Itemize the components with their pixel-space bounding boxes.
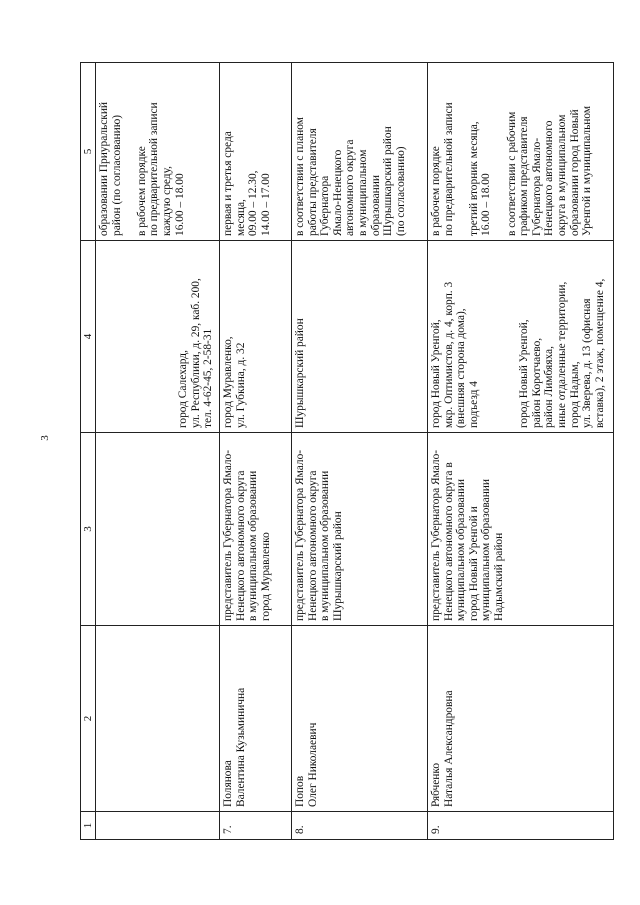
schedule-line: каждую среду, — [160, 166, 173, 236]
schedule-line: автономного округа — [344, 139, 357, 236]
schedule-line: в рабочем порядке — [135, 146, 148, 236]
position-line: город Новый Уренгой и — [467, 506, 480, 621]
position-cell — [220, 433, 292, 626]
address-cell — [292, 241, 428, 433]
address-line: ул. Зверева, д. 13 (офисная — [581, 298, 594, 428]
schedule-line: месяца, — [234, 199, 247, 236]
header-col-3: 3 — [81, 433, 96, 626]
position-line: в муниципальном образовании — [247, 470, 260, 621]
address-line: тел. 4-62-45, 2-58-31 — [202, 328, 215, 428]
position-line: представитель Губернатора Ямало- — [294, 449, 306, 621]
address-line: район Коротчаево, — [530, 337, 543, 428]
schedule-line: работы представителя — [306, 128, 319, 236]
schedule-line: Уренгой и муниципальном — [581, 105, 594, 236]
schedule-line: район (по согласованию) — [110, 114, 123, 236]
rotated-table-wrapper — [80, 63, 606, 840]
blank-line — [506, 245, 519, 428]
given-names: Олег Николаевич — [306, 722, 319, 807]
position-line: Ненецкого автономного округа в — [442, 462, 455, 621]
schedule-line: по предварительной записи — [442, 102, 455, 236]
address-line: город Надым, — [568, 361, 581, 428]
header-col-1: 1 — [81, 812, 96, 840]
schedule-line: в соответствии с рабочим — [505, 111, 518, 236]
blank-line — [480, 245, 493, 428]
address-line: мкр. Оптимистов, д. 4, корп. 3 — [442, 281, 455, 428]
address-cell — [220, 241, 292, 433]
schedule-line: Ямало-Ненецкого — [331, 149, 344, 236]
schedule-cell — [428, 63, 614, 241]
address-line: город Новый Уренгой, — [518, 319, 531, 428]
given-names: Валентина Кузьминична — [234, 687, 247, 807]
schedule-line: по предварительной записи — [148, 102, 161, 236]
blank-line — [123, 67, 136, 236]
schedule-line: 09.00 – 12.30, — [247, 170, 260, 236]
schedule-line: графиком представителя — [518, 116, 531, 236]
position-line: представитель Губернатора Ямало- — [222, 449, 234, 621]
continuation-number-cell — [96, 812, 220, 840]
position-line: представитель Губернатора Ямало- — [430, 449, 442, 621]
blank-line — [493, 67, 506, 236]
page-number: 3 — [39, 435, 51, 441]
schedule-line: Губернатора Ямало- — [530, 137, 543, 236]
given-names: Наталья Александровна — [442, 690, 455, 807]
schedule-line: в соответствии с планом — [294, 117, 306, 236]
schedule-line: (по согласованию) — [394, 146, 407, 236]
schedule-line: Ненецкого автономного — [543, 120, 556, 236]
address-line: город Новый Уренгой, — [430, 319, 442, 428]
schedule-line: Шурышкарский район — [382, 126, 395, 236]
position-line: Шурышкарский район — [331, 511, 344, 621]
schedule-cell — [220, 63, 292, 241]
address-line: Шурышкарский район — [294, 318, 306, 428]
position-line: Ненецкого автономного округа — [234, 470, 247, 621]
row-number: 7. — [220, 812, 292, 840]
position-line: город Муравленко — [259, 532, 272, 621]
address-line: город Салехард, — [177, 350, 190, 428]
schedule-line: 14.00 – 17.00 — [259, 173, 272, 236]
officials-table — [80, 62, 614, 840]
position-cell — [292, 433, 428, 626]
schedule-line: образовании Приуральский — [98, 101, 110, 236]
position-line: в муниципальном образовании — [319, 470, 332, 621]
surname: Рябченко — [430, 762, 442, 807]
address-line: город Муравленко, — [222, 336, 234, 428]
schedule-line: образовании — [369, 175, 382, 236]
position-line: муниципальном образовании — [480, 479, 493, 621]
schedule-line: в муниципальном — [356, 149, 369, 236]
schedule-line: 16.00 – 18.00 — [173, 173, 186, 236]
address-line: район Лимбяяха, — [543, 346, 556, 428]
official-name-cell — [428, 626, 614, 812]
schedule-line: Губернатора — [319, 175, 332, 236]
blank-line — [493, 245, 506, 428]
address-line: (внешняя сторона дома), — [455, 308, 468, 428]
position-line: Надымский район — [492, 532, 505, 621]
position-cell — [428, 433, 614, 626]
header-row — [81, 63, 96, 840]
schedule-line: образовании город Новый — [568, 109, 581, 236]
schedule-line: в рабочем порядке — [430, 146, 442, 236]
schedule-cell — [292, 63, 428, 241]
schedule-line: первая и третья среда — [222, 131, 234, 236]
blank-line — [455, 67, 468, 236]
continuation-row — [96, 63, 220, 840]
schedule-line: 16.00 – 18.00 — [480, 173, 493, 236]
address-line: вставка), 2 этаж, помещение 4, — [593, 278, 606, 428]
schedule-line: округа в муниципальном — [555, 114, 568, 236]
address-line: ул. Республики, д. 29, каб. 200, — [189, 278, 202, 428]
official-name-cell — [220, 626, 292, 812]
continuation-address-cell — [96, 241, 220, 433]
address-cell — [428, 241, 614, 433]
official-row-7 — [220, 63, 292, 840]
header-col-2: 2 — [81, 626, 96, 812]
row-number: 9. — [428, 812, 614, 840]
address-line: подъезд 4 — [467, 381, 480, 428]
official-row-8 — [292, 63, 428, 840]
continuation-position-cell — [96, 433, 220, 626]
official-name-cell — [292, 626, 428, 812]
continuation-schedule-cell — [96, 63, 220, 241]
surname: Полянова — [222, 760, 234, 807]
row-number: 8. — [292, 812, 428, 840]
address-line: ул. Губкина, д. 32 — [234, 342, 247, 428]
surname: Попов — [294, 775, 306, 807]
address-line: иные отдаленные территории, — [555, 281, 568, 428]
position-line: Ненецкого автономного округа — [306, 470, 319, 621]
header-col-5: 5 — [81, 63, 96, 241]
schedule-line: третий вторник месяца, — [467, 121, 480, 236]
header-col-4: 4 — [81, 241, 96, 433]
official-row-9 — [428, 63, 614, 840]
continuation-name-cell — [96, 626, 220, 812]
position-line: муниципальном образовании — [455, 479, 468, 621]
